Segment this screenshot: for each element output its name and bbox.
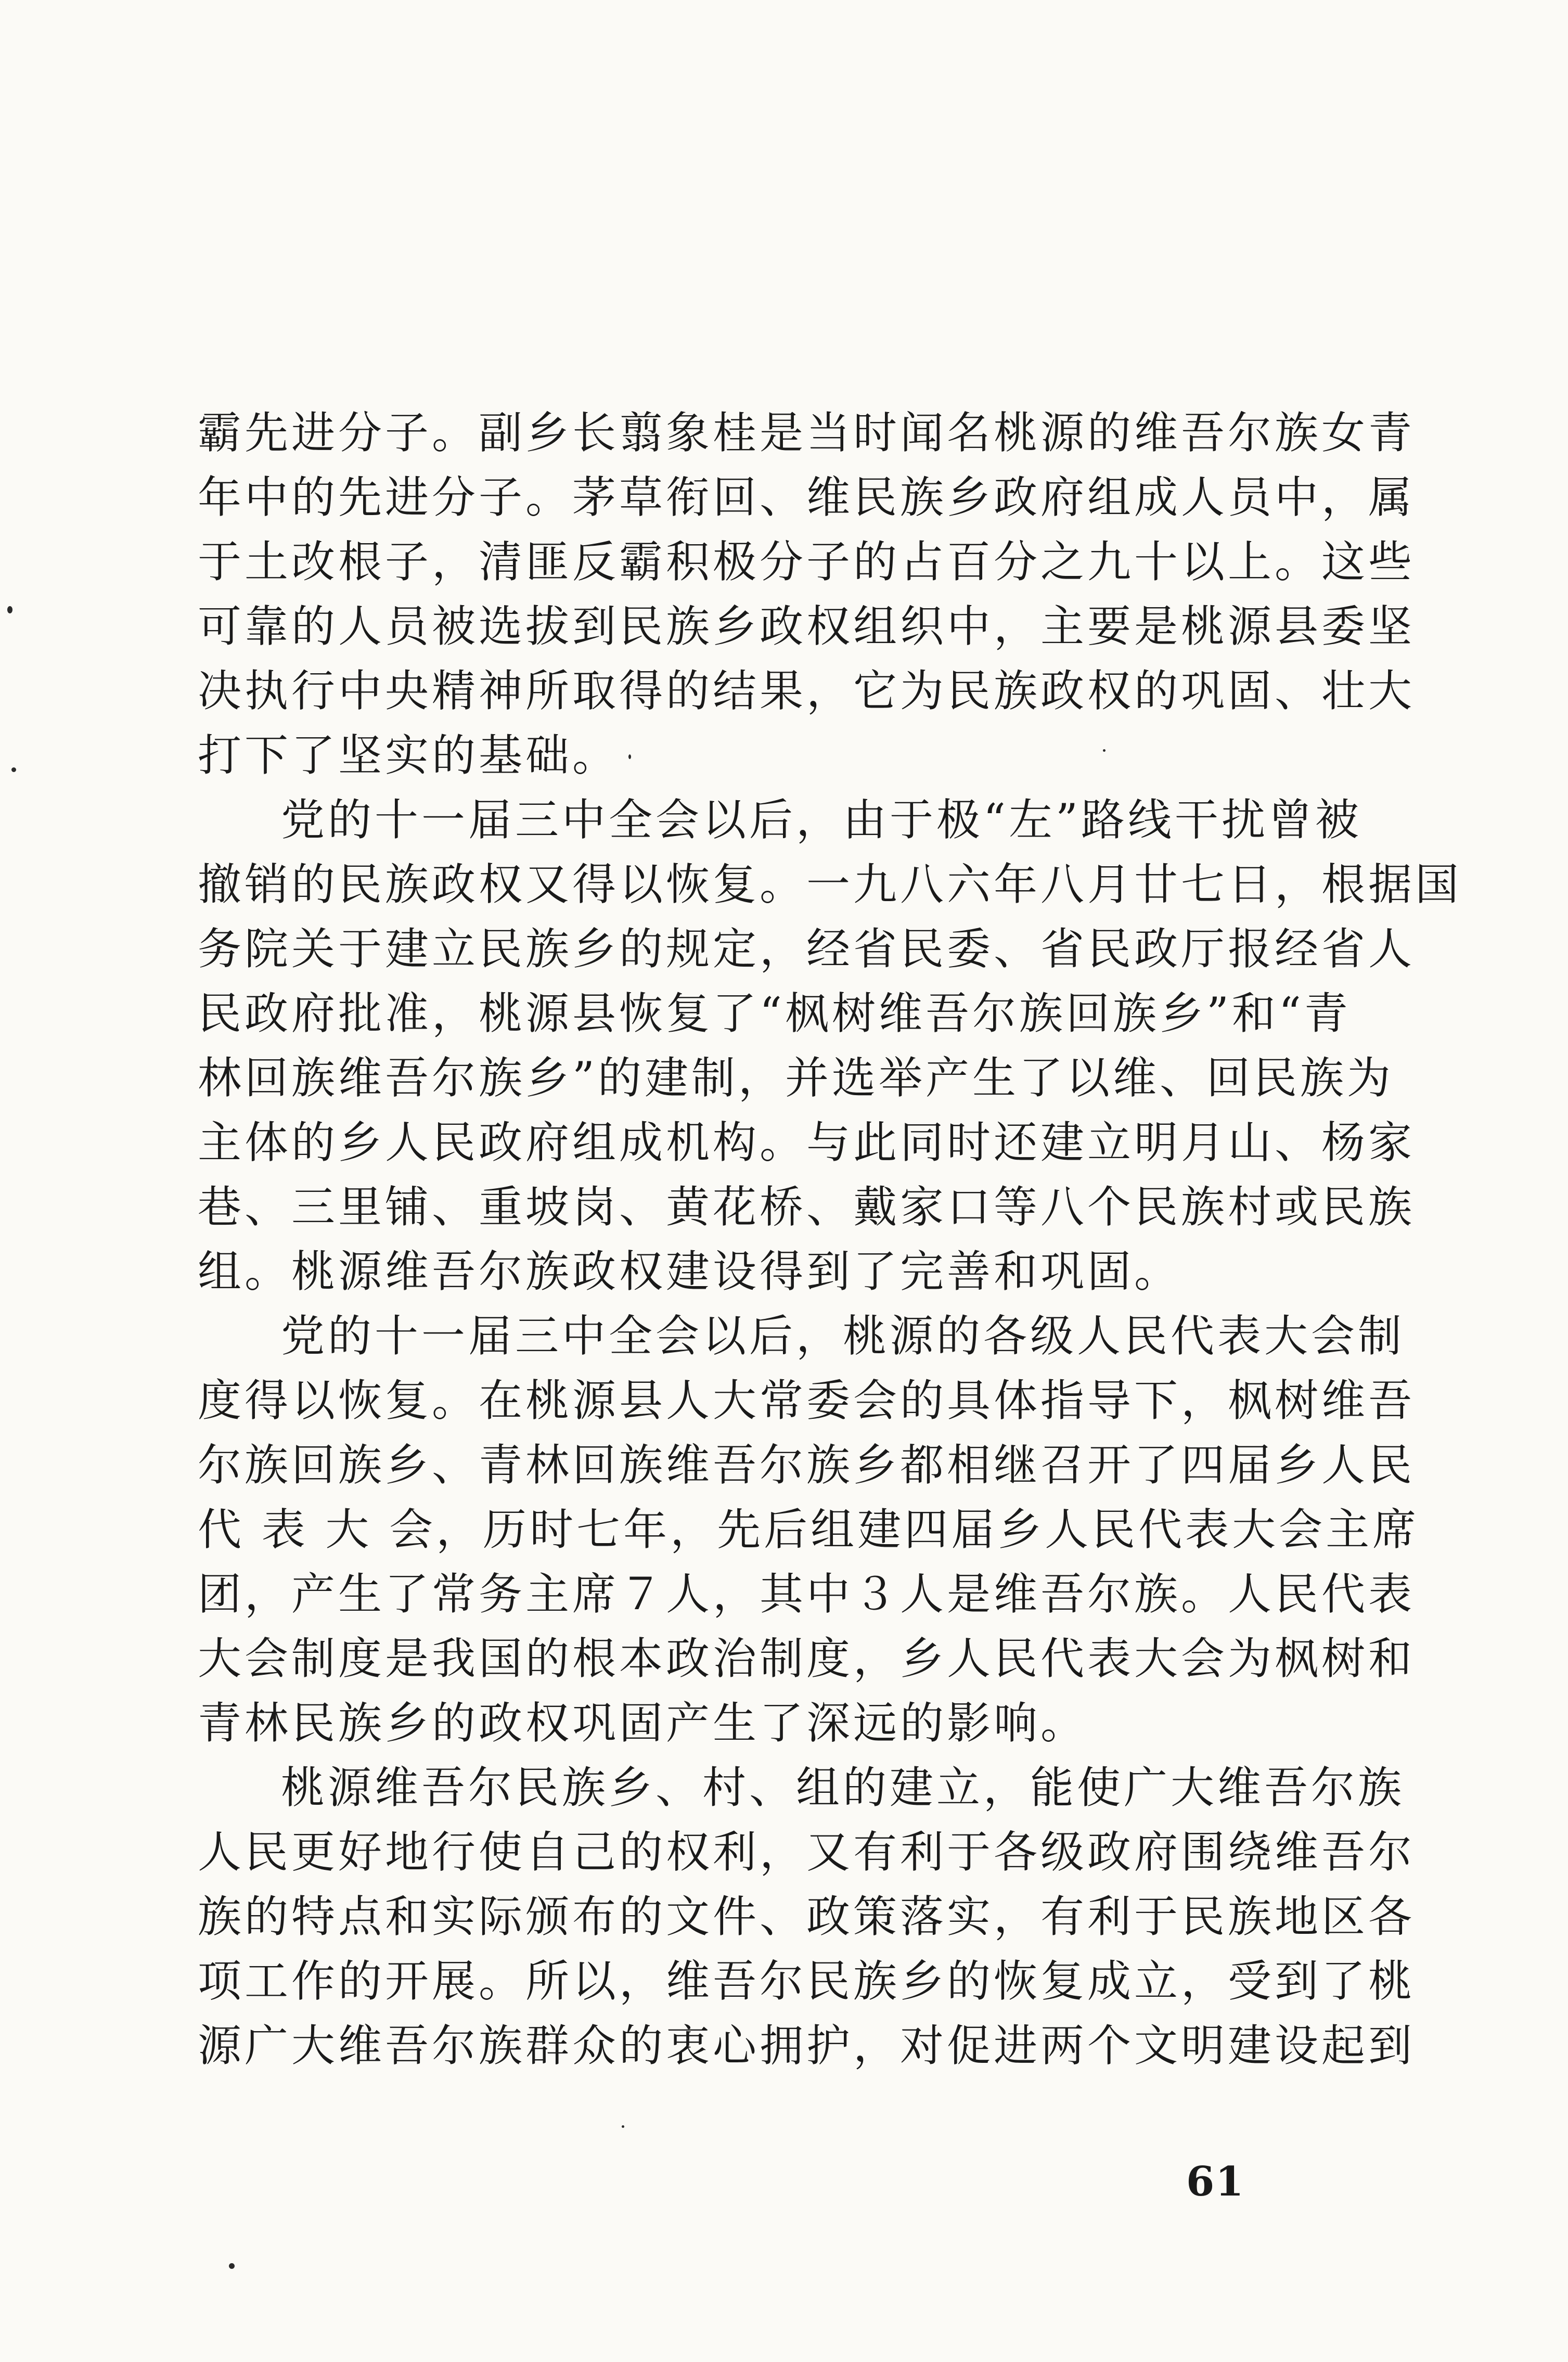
text-line: 桃源维吾尔民族乡、村、组的建立，能使广大维吾尔族 bbox=[281, 1762, 1405, 1813]
text-line: 青林民族乡的政权巩固产生了深远的影响。 bbox=[198, 1698, 1088, 1749]
paragraph-3 bbox=[198, 1304, 1420, 1755]
scan-speck bbox=[622, 2125, 624, 2128]
scan-speck bbox=[7, 606, 12, 613]
text-line: 源广大维吾尔族群众的衷心拥护，对促进两个文明建设起到 bbox=[198, 2020, 1416, 2071]
scan-speck bbox=[229, 2263, 235, 2269]
paragraph-2 bbox=[198, 788, 1462, 1304]
text-line: 林回族维吾尔族乡”的建制，并选举产生了以维、回民族为 bbox=[198, 1052, 1394, 1103]
text-line: 族的特点和实际颁布的文件、政策落实，有利于民族地区各 bbox=[198, 1891, 1416, 1942]
text-line: 尔族回族乡、青林回族维吾尔族乡都相继召开了四届乡人民 bbox=[198, 1440, 1416, 1491]
text-line: 民政府批准，桃源县恢复了“枫树维吾尔族回族乡”和“青 bbox=[198, 988, 1351, 1039]
text-line: 大会制度是我国的根本政治制度，乡人民代表大会为枫树和 bbox=[198, 1633, 1416, 1684]
text-line: 党的十一届三中全会以后，由于极“左”路线干扰曾被 bbox=[281, 794, 1362, 845]
text-line: 度得以恢复。在桃源县人大常委会的具体指导下，枫树维吾 bbox=[198, 1375, 1416, 1426]
text-line: 于土改根子，清匪反霸积极分子的占百分之九十以上。这些 bbox=[198, 536, 1416, 587]
text-line: 打下了坚实的基础。 bbox=[198, 730, 620, 781]
page-number: 61 bbox=[1186, 2158, 1245, 2205]
paragraph-1 bbox=[198, 401, 1416, 788]
text-line: 团，产生了常务主席７人，其中３人是维吾尔族。人民代表 bbox=[198, 1569, 1416, 1620]
text-line: 主体的乡人民政府组成机构。与此同时还建立明月山、杨家 bbox=[198, 1117, 1416, 1168]
text-line: 组。桃源维吾尔族政权建设得到了完善和巩固。 bbox=[198, 1246, 1181, 1297]
text-line: 年中的先进分子。茅草衔回、维民族乡政府组成人员中，属 bbox=[198, 472, 1416, 523]
paragraph-4 bbox=[198, 1755, 1416, 2078]
scan-speck bbox=[11, 767, 16, 772]
text-line: 决执行中央精神所取得的结果，它为民族政权的巩固、壮大 bbox=[198, 665, 1416, 716]
text-line: 项工作的开展。所以，维吾尔民族乡的恢复成立，受到了桃 bbox=[198, 1956, 1416, 2007]
text-line: 党的十一届三中全会以后，桃源的各级人民代表大会制 bbox=[281, 1311, 1405, 1362]
text-line: 可靠的人员被选拔到民族乡政权组织中，主要是桃源县委坚 bbox=[198, 601, 1416, 652]
text-line: 霸先进分子。副乡长翦象桂是当时闻名桃源的维吾尔族女青 bbox=[198, 407, 1416, 458]
body-text bbox=[198, 401, 1462, 2078]
text-line: 务院关于建立民族乡的规定，经省民委、省民政厅报经省人 bbox=[198, 923, 1416, 974]
scan-speck bbox=[628, 754, 631, 759]
scan-speck bbox=[1103, 749, 1106, 752]
text-line: 巷、三里铺、重坡岗、黄花桥、戴家口等八个民族村或民族 bbox=[198, 1182, 1416, 1233]
text-line: 人民更好地行使自己的权利，又有利于各级政府围绕维吾尔 bbox=[198, 1827, 1416, 1878]
text-line: 撤销的民族政权又得以恢复。一九八六年八月廿七日，根据国 bbox=[198, 859, 1462, 910]
text-line: 代 表 大 会，历时七年，先后组建四届乡人民代表大会主席 bbox=[198, 1504, 1420, 1555]
